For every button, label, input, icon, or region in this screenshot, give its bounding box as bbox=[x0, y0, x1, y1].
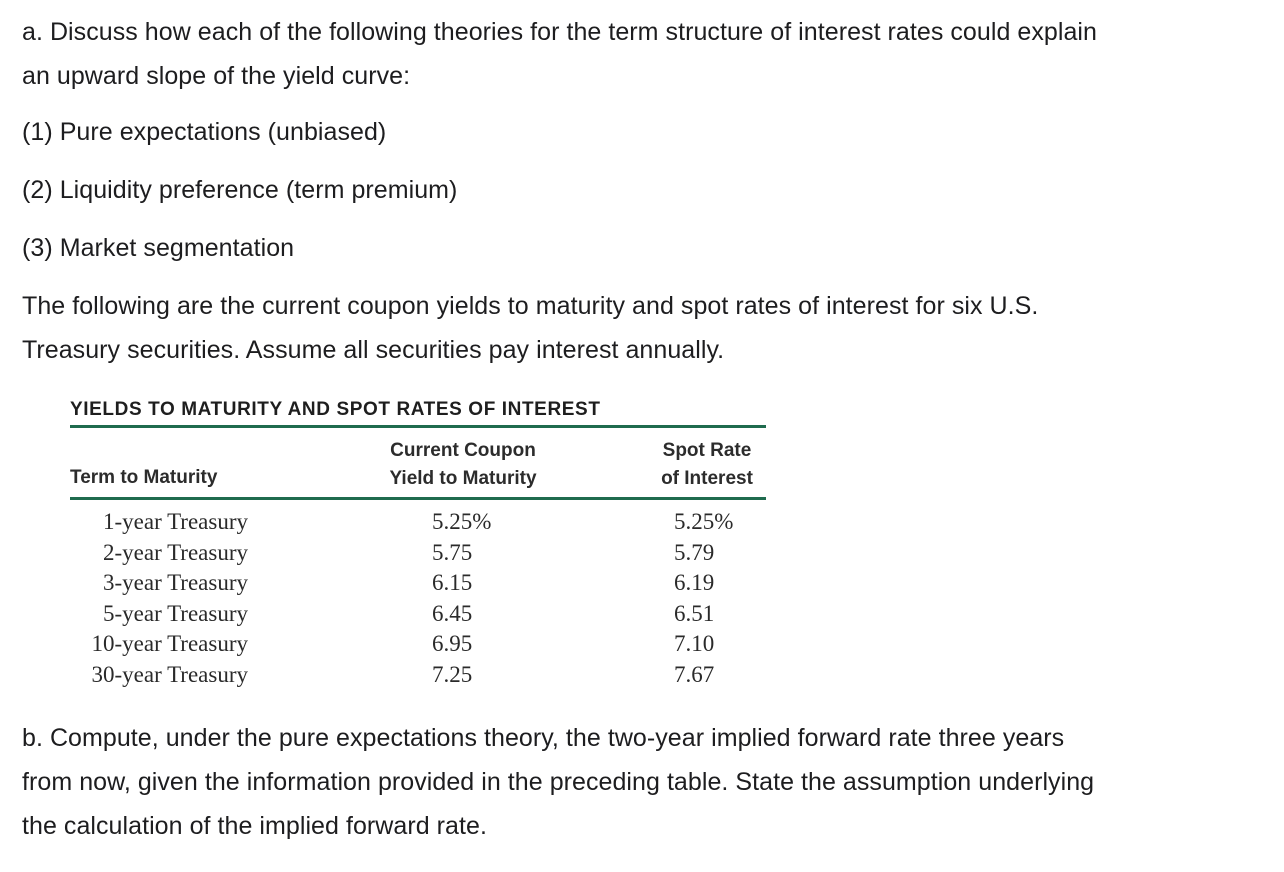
header-spot-rate bbox=[630, 437, 784, 493]
header-term-to-maturity: Term to Maturity bbox=[70, 467, 218, 488]
spot-cell: 5.79 bbox=[674, 539, 715, 565]
intro-line-2: Treasury securities. Assume all securities pay interest annually. bbox=[22, 336, 725, 364]
theory-item-1: (1) Pure expectations (unbiased) bbox=[22, 118, 387, 146]
spot-cell: 7.67 bbox=[674, 661, 715, 687]
spot-cell: 5.25% bbox=[674, 509, 734, 534]
term-cell: 5-year Treasury bbox=[103, 600, 248, 626]
part-b-line-2: from now, given the information provided in the preceding table. State the assumption underlying bbox=[22, 768, 1095, 796]
yield-cell: 5.25% bbox=[432, 509, 492, 534]
yield-cell: 6.45 bbox=[432, 600, 473, 626]
question-part-b bbox=[22, 716, 1094, 848]
spot-cell: 7.10 bbox=[674, 631, 715, 656]
spot-cell: 6.19 bbox=[674, 570, 715, 595]
header-coupon-yield bbox=[360, 437, 566, 493]
yield-cell: 7.25 bbox=[432, 661, 473, 687]
yield-cell: 5.75 bbox=[432, 539, 473, 565]
table-top-rule bbox=[70, 425, 766, 428]
part-b-line-1: b. Compute, under the pure expectations theory, the two-year implied forward rate three years bbox=[22, 724, 1065, 752]
yield-cell: 6.95 bbox=[432, 631, 473, 656]
part-a-line-1: a. Discuss how each of the following theories for the term structure of interest rates could explain bbox=[22, 18, 1097, 46]
term-cell: 30-year Treasury bbox=[91, 661, 248, 687]
table-intro bbox=[22, 284, 1038, 372]
term-cell: 1-year Treasury bbox=[103, 509, 248, 534]
part-a-line-2: an upward slope of the yield curve: bbox=[22, 62, 411, 90]
term-cell: 10-year Treasury bbox=[91, 631, 248, 656]
term-cell: 2-year Treasury bbox=[103, 539, 248, 565]
question-part-a bbox=[22, 10, 1097, 98]
table-title: YIELDS TO MATURITY AND SPOT RATES OF INTEREST bbox=[70, 399, 601, 420]
table-header-rule bbox=[70, 497, 766, 500]
term-cell: 3-year Treasury bbox=[103, 570, 248, 595]
header-spot-rate-text: Spot Rate of Interest bbox=[661, 440, 753, 489]
part-b-line-3: the calculation of the implied forward rate. bbox=[22, 812, 487, 840]
header-coupon-yield-text: Current Coupon Yield to Maturity bbox=[389, 440, 537, 489]
theory-item-2: (2) Liquidity preference (term premium) bbox=[22, 176, 458, 204]
yield-cell: 6.15 bbox=[432, 570, 473, 595]
intro-line-1: The following are the current coupon yields to maturity and spot rates of interest for six U.S. bbox=[22, 292, 1039, 320]
theory-item-3: (3) Market segmentation bbox=[22, 234, 295, 262]
spot-cell: 6.51 bbox=[674, 600, 715, 626]
